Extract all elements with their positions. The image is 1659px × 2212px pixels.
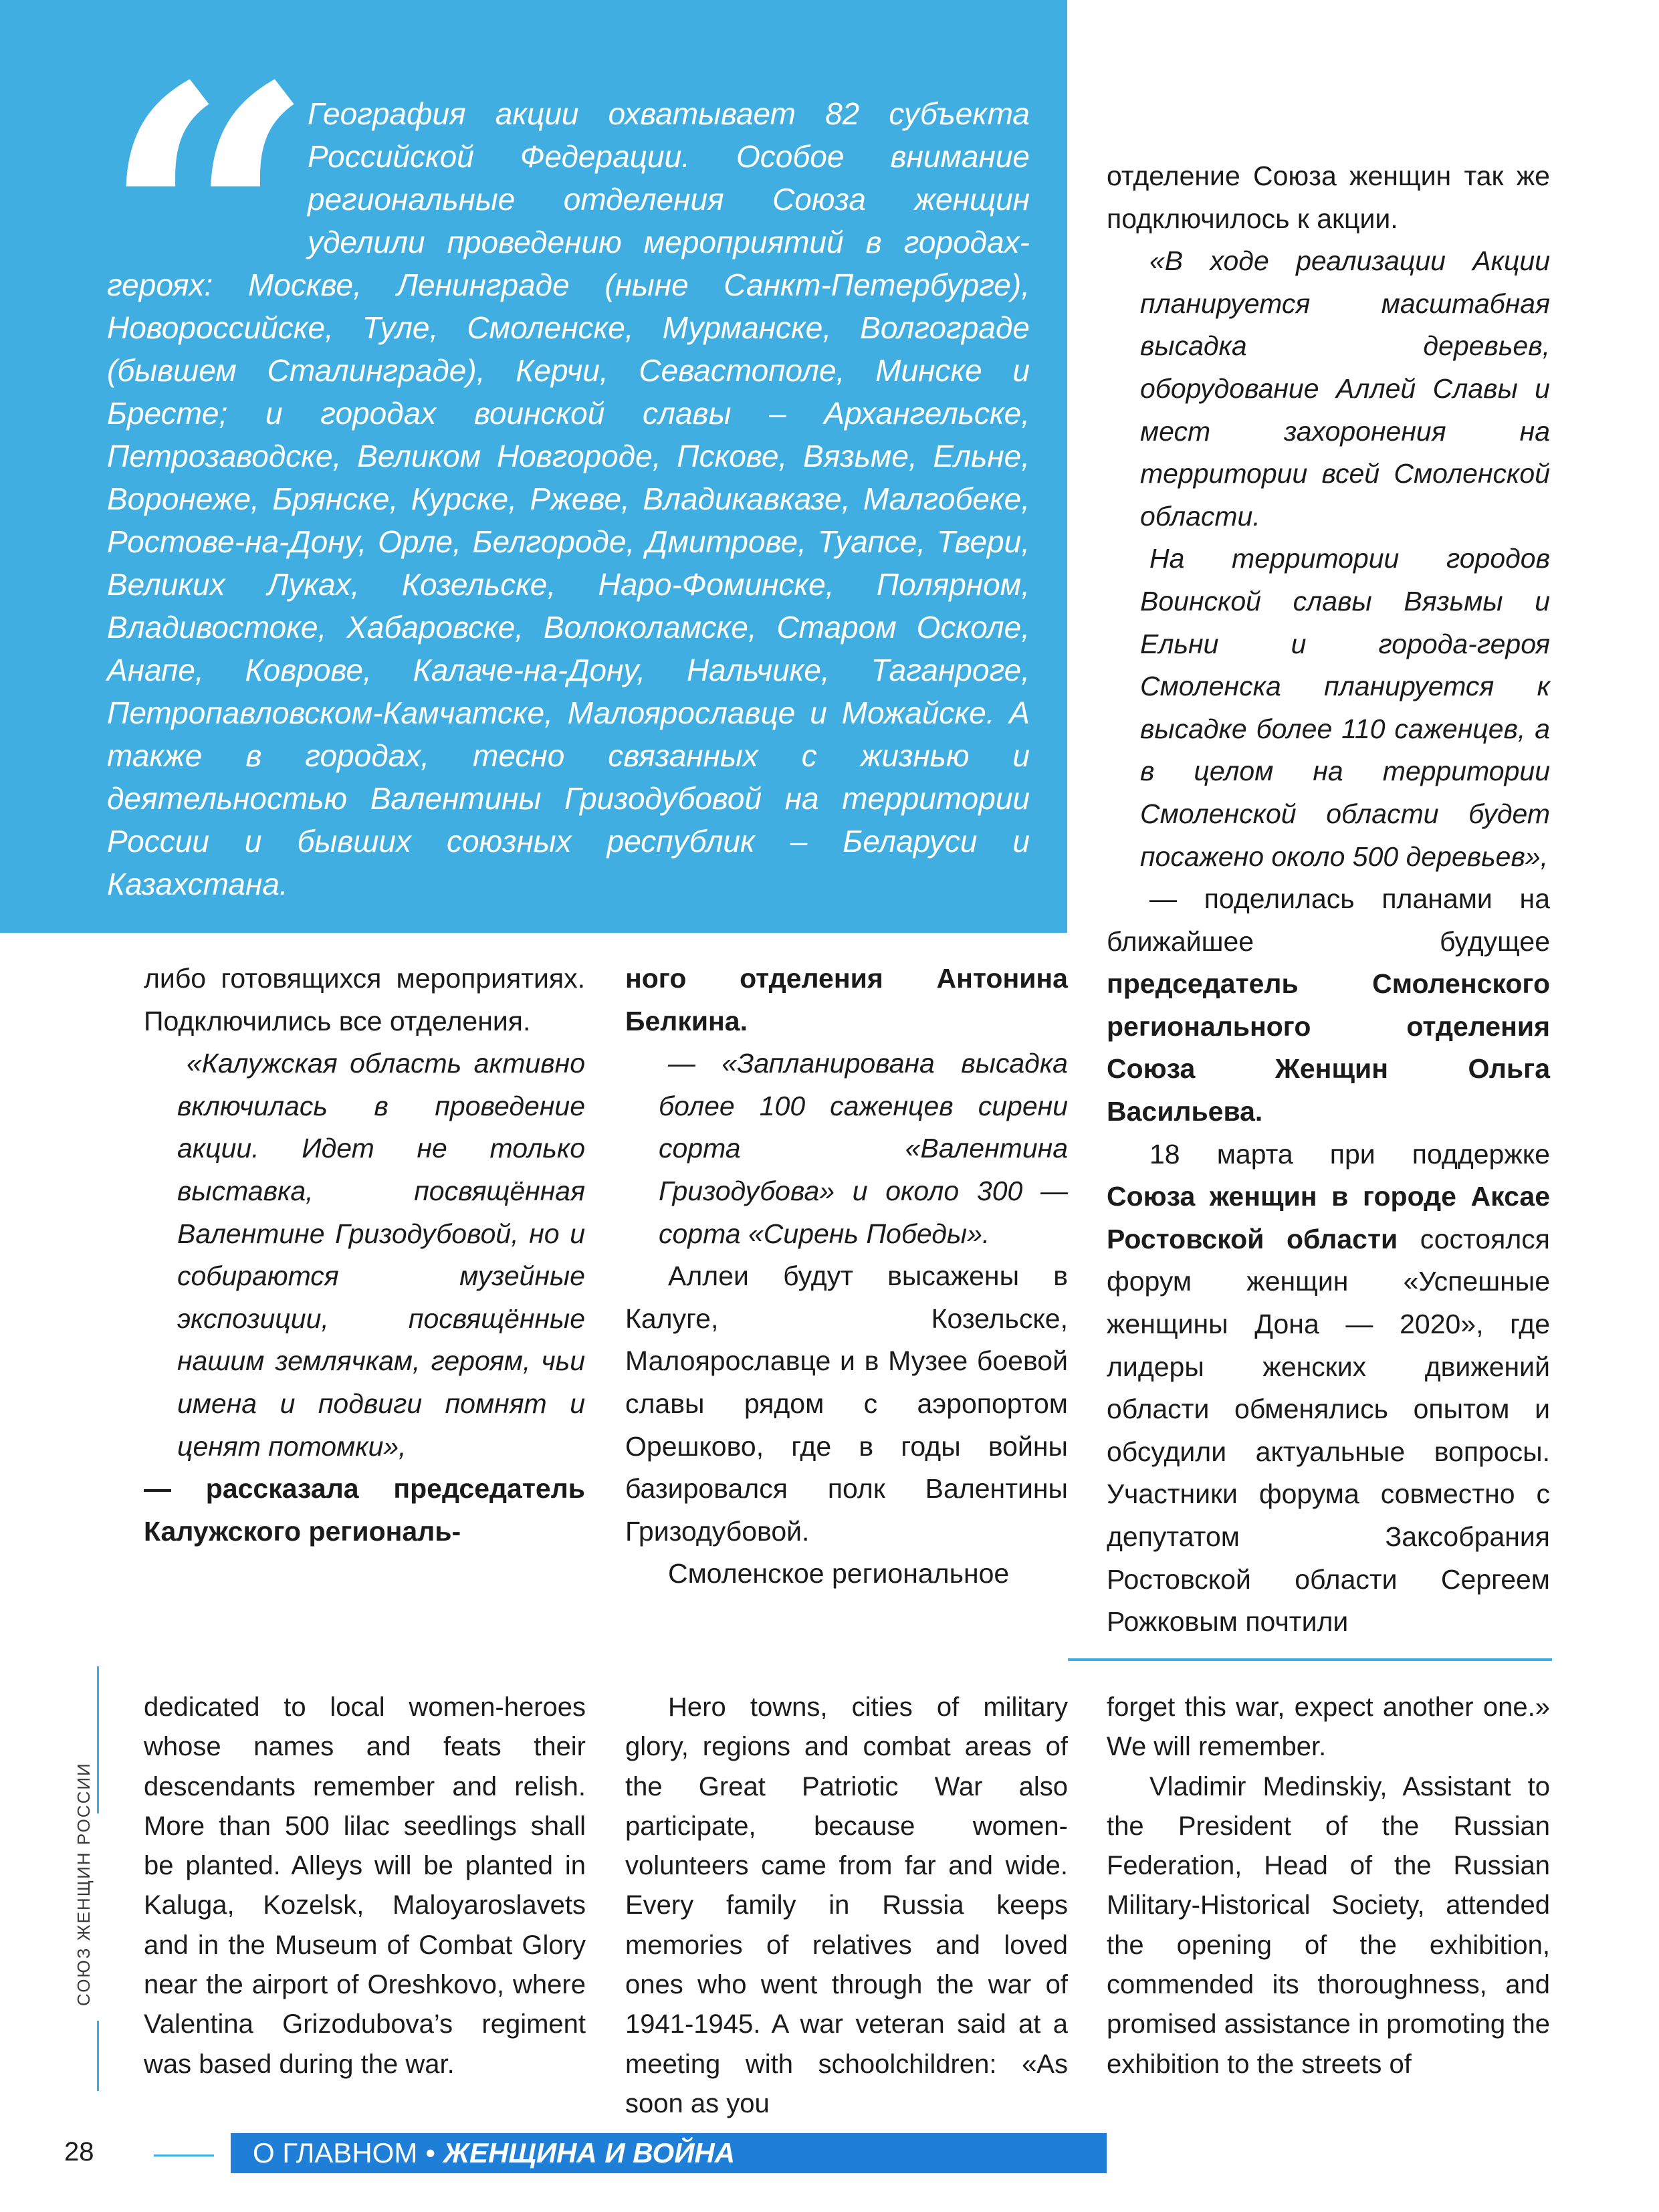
- en-col2-paragraph: Hero towns, cities of military glory, regions and combat areas of the Great Patriotic War also participate, because women-volunteers came from far and wide. Every family in Russia keeps memories of relatives and loved ones who went through the war of 1941-1945. A war veteran said at a meeting with schoolchildren: «As soon as you: [625, 1692, 1068, 2118]
- sidebar-line-bottom: [97, 2021, 99, 2091]
- footer-separator: •: [425, 2137, 436, 2169]
- ru-col2-quote: — «Запланирована высадка более 100 саженцев сирени сорта «Валентина Гризодубова» и около 300 — сорта «Сирень Победы».: [659, 1048, 1068, 1249]
- sidebar-line-top: [97, 1666, 99, 1813]
- en-column-2: [625, 1688, 1068, 2124]
- ru-column-2: [625, 958, 1068, 1595]
- en-column-1: [144, 1688, 586, 2084]
- column-divider: [1068, 1658, 1552, 1661]
- footer-topic: ЖЕНЩИНА И ВОЙНА: [443, 2137, 736, 2169]
- en-column-3: [1107, 1688, 1550, 2084]
- ru-column-3: [1107, 155, 1550, 1644]
- footer-section-bar: [231, 2133, 1107, 2173]
- quote-mark-icon: “: [100, 66, 296, 293]
- page-number: 28: [64, 2137, 94, 2167]
- pull-quote-box: [0, 0, 1067, 933]
- ru-col2-attribution: ного отделения Антонина Белкина.: [625, 963, 1068, 1036]
- ru-col3-paragraph: отделение Союза женщин так же подключилось к акции.: [1107, 160, 1550, 234]
- ru-col1-paragraph: либо готовящихся мероприятиях. Подключились все отделения.: [144, 963, 585, 1036]
- ru-col2-paragraph-end: Смоленское региональное: [668, 1558, 1010, 1589]
- ru-col3-forum-paragraph: 18 марта при поддержке Союза женщин в городе Аксае Ростовской области состоялся форум женщин «Успешные женщины Дона — 2020», где лидеры женских движений области обменялись опытом и обсудили актуальные вопросы. Участники форума совместно с депутатом Заксобрания Ростовской области Сергеем Рожковым почтили: [1107, 1138, 1550, 1638]
- en-col3-paragraph-1: forget this war, expect another one.» We will remember.: [1107, 1692, 1550, 1762]
- ru-col3-attribution: — поделилась планами на ближайшее будущее председатель Смоленского регионального отделения Союза Женщин Ольга Васильева.: [1107, 883, 1550, 1127]
- ru-col1-quote: «Калужская область активно включилась в проведение акции. Идет не только выставка, посвящённая Валентине Гризодубовой, но и собираются музейные экспозиции, посвящённые нашим землячкам, героям, чьи имена и подвиги помнят и ценят потомки»,: [177, 1048, 585, 1462]
- en-col1-paragraph: dedicated to local women-heroes whose names and feats their descendants remember and relish. More than 500 lilac seedlings shall be planted. Alleys will be planted in Kaluga, Kozelsk, Maloyaroslavets and in the Museum of Combat Glory near the airport of Oreshkovo, where Valentina Grizodubova’s regiment was based during the war.: [144, 1692, 586, 2079]
- footer-rule: [154, 2154, 214, 2156]
- footer-section: О ГЛАВНОМ: [253, 2137, 418, 2169]
- ru-column-1: [144, 958, 585, 1553]
- ru-col3-quote-1: «В ходе реализации Акции планируется масштабная высадка деревьев, оборудование Аллей Славы и мест захоронения на территории всей Смоленской области.: [1140, 245, 1550, 532]
- en-col3-paragraph-2: Vladimir Medinskiy, Assistant to the President of the Russian Federation, Head of the Russian Military-Historical Society, attended the opening of the exhibition, commended its thoroughness, and promised assistance in promoting the exhibition to the streets of: [1107, 1771, 1550, 2079]
- ru-col1-attribution: — рассказала председатель Калужского региональ-: [144, 1473, 585, 1547]
- ru-col2-paragraph: Аллеи будут высажены в Калуге, Козельске, Малоярославце и в Музее боевой славы рядом с аэропортом Орешково, где в годы войны базировался полк Валентины Гризодубовой.: [625, 1260, 1068, 1547]
- ru-col3-quote-2: На территории городов Воинской славы Вязьмы и Ельни и города-героя Смоленска планируется к высадке более 110 саженцев, а в целом на территории Смоленской области будет посажено около 500 деревьев»,: [1140, 543, 1550, 872]
- pull-quote-text: География акции охватывает 82 субъекта Российской Федерации. Особое внимание региональные отделения Союза женщин уделили проведению мероприятий в городах-героях: Москве, Ленинграде (ныне Санкт-Петербурге), Новороссийске, Туле, Смоленске, Мурманске, Волгограде (бывшем Сталинграде), Керчи, Севастополе, Минске и Бресте; и городах воинской славы – Архангельске, Петрозаводске, Великом Новгороде, Пскове, Вязьме, Ельне, Воронеже, Брянске, Курске, Ржеве, Владикавказе, Малгобеке, Ростове-на-Дону, Орле, Белгороде, Дмитрове, Туапсе, Твери, Великих Луках, Козельске, Наро-Фоминске, Полярном, Владивостоке, Хабаровске, Волоколамске, Старом Осколе, Анапе, Коврове, Калаче-на-Дону, Нальчике, Таганроге, Петропавловском-Камчатске, Малоярославце и Можайске. А также в городах, тесно связанных с жизнью и деятельностью Валентины Гризодубовой на территории России и бывших союзных республик – Беларуси и Казахстана.: [107, 96, 1030, 901]
